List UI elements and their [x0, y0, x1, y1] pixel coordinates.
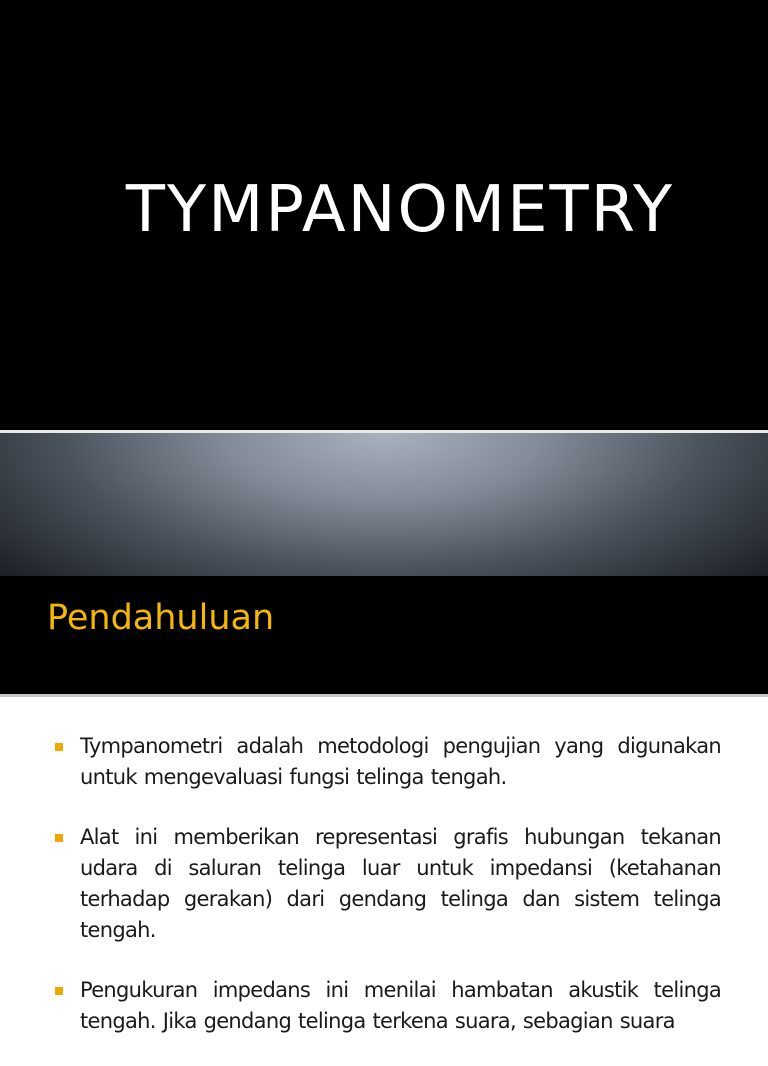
section-heading: Pendahuluan [47, 598, 275, 638]
bullet-text: Alat ini memberikan representasi grafis hubungan tekanan udara di saluran telinga luar untuk impedansi (ketahanan terhadap gerakan) dari gendang telinga dan sistem telinga tengah. [80, 825, 721, 942]
title-slide [0, 0, 768, 430]
list-item [52, 731, 721, 793]
list-item [52, 975, 721, 1037]
square-bullet-icon [55, 834, 63, 842]
square-bullet-icon [55, 743, 63, 751]
slide-content [0, 697, 768, 1033]
slide-title: TYMPANOMETRY [125, 173, 675, 247]
slide-header-gradient [0, 433, 768, 576]
bullet-text: Pengukuran impedans ini menilai hambatan akustik telinga tengah. Jika gendang telinga terkena suara, sebagian suara [80, 978, 721, 1033]
bullet-text: Tympanometri adalah metodologi pengujian yang digunakan untuk mengevaluasi fungsi telinga tengah. [80, 734, 721, 789]
square-bullet-icon [55, 987, 63, 995]
bullet-list [52, 731, 721, 1066]
list-item [52, 822, 721, 946]
